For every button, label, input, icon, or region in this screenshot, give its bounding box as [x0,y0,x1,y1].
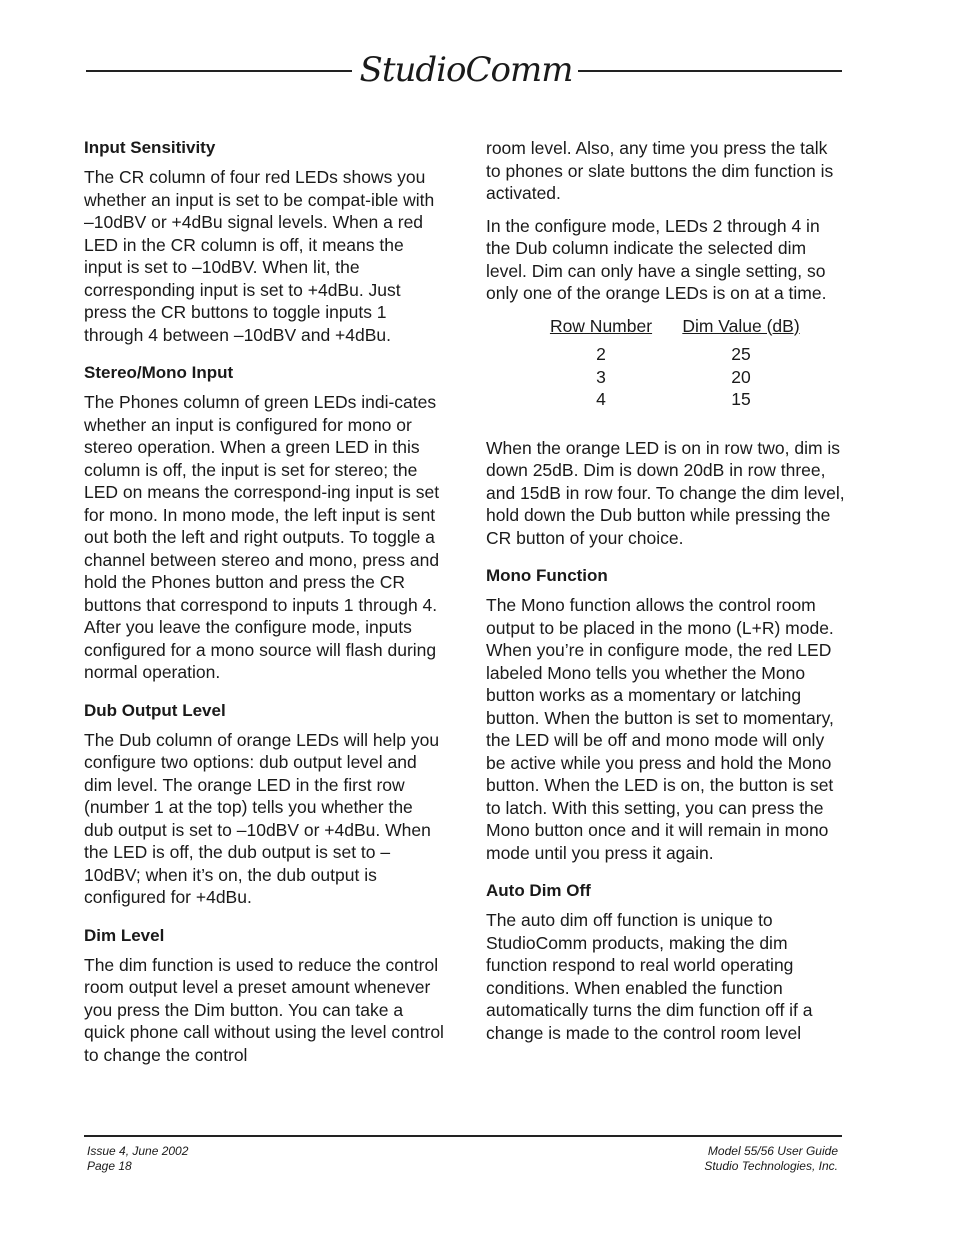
table-cell: 25 [731,344,751,364]
table-cell: 20 [731,366,751,387]
section-title-stereo-mono-input: Stereo/Mono Input [84,363,234,382]
footer-issue: Issue 4, June 2002 [87,1144,189,1158]
continued-paragraph: room level. Also, any time you press the talk to phones or slate buttons the dim function is activated. [486,138,834,203]
section-body-auto-dim-off: The auto dim off function is unique to StudioComm products, making the dim function respond to real world operating conditions. When enabled the function automatically turns the dim function off if a change is made to the control room level [486,910,813,1043]
header-rule-left [86,70,352,72]
table-row [526,343,826,366]
section-body-dim-level: The dim function is used to reduce the control room output level a preset amount whenever you press the Dim button. You can take a quick phone call without using the level control to change the control [84,954,444,1065]
section-title-dim-level: Dim Level [84,925,165,945]
footer-page-number: Page 18 [87,1159,132,1173]
section-body-dub-output-level: The Dub column of orange LEDs will help you configure two options: dub output level and dim level. The orange LED in the first row (number 1 at the top) tells you whether the dub output is set to –10dBV or +4dBu. When the LED is off, the dub output is set to –10dBV; when it’s on, the dub output is configured for +4dBu. [84,729,440,907]
section-title-input-sensitivity: Input Sensitivity [84,138,216,157]
right-column [486,137,846,1060]
table-cell: 4 [596,389,606,409]
section-body-input-sensitivity: The CR column of four red LEDs shows you whether an input is set to be compat-ible with –10dBV or +4dBu signal levels. When a red LED in the CR column is off, it means the input is set to –10dBV. When lit, the corresponding input is set to +4dBu. Just press the CR buttons to toggle inputs 1 through 4 between –10dBV and +4dBu. [84,167,435,345]
footer-guide-title: Model 55/56 User Guide [707,1144,838,1158]
dim-value-table [526,315,826,411]
table-header-dim-value: Dim Value (dB) [682,315,800,336]
studiocomm-logo: StudioComm [359,50,573,90]
orange-led-paragraph: When the orange LED is on in row two, dim is down 25dB. Dim is down 20dB in row three, and 15dB in row four. To change the dim level, hold down the Dub button while pressing the CR button of your choice. [486,437,845,548]
section-body-mono-function: The Mono function allows the control room output to be placed in the mono (L+R) mode. When you’re in configure mode, the red LED labeled Mono tells you whether the Mono button works as a momentary or latching button. When the button is set to momentary, the LED will be off and mono mode will only be active while you press and hold the Mono button. When the LED is on, the button is set to latch. With this setting, you can press the Mono button once and it will remain in mono mode until you press it again. [486,595,834,863]
table-cell: 15 [731,389,751,409]
table-header-row [526,315,826,338]
table-row [526,388,826,411]
section-title-auto-dim-off: Auto Dim Off [486,881,591,900]
section-body-stereo-mono-input: The Phones column of green LEDs indi-cates whether an input is configured for mono or stereo operation. When a green LED in this column is off, the input is set for stereo; the LED on means the correspond-ing input is set for mono. In mono mode, the left input is sent out both the left and right outputs. To toggle a channel between stereo and mono, press and hold the Phones button and press the CR buttons that correspond to inputs 1 through 4. After you leave the configure mode, inputs configured for a mono source will flash during normal operation. [84,392,440,682]
table-cell: 2 [596,344,606,364]
header-rule-right [578,70,842,72]
section-title-dub-output-level: Dub Output Level [84,700,226,720]
table-row [526,366,826,389]
table-header-row-number: Row Number [549,315,653,336]
section-title-mono-function: Mono Function [486,566,608,585]
table-cell: 3 [596,366,606,387]
footer-left [87,1144,188,1174]
footer-right [704,1144,838,1174]
footer-company: Studio Technologies, Inc. [704,1159,838,1173]
configure-mode-paragraph: In the configure mode, LEDs 2 through 4 in the Dub column indicate the selected dim level. Dim can only have a single setting, so only one of the orange LEDs is on at a time. [486,215,827,303]
footer-rule [84,1135,842,1137]
left-column [84,137,444,1082]
